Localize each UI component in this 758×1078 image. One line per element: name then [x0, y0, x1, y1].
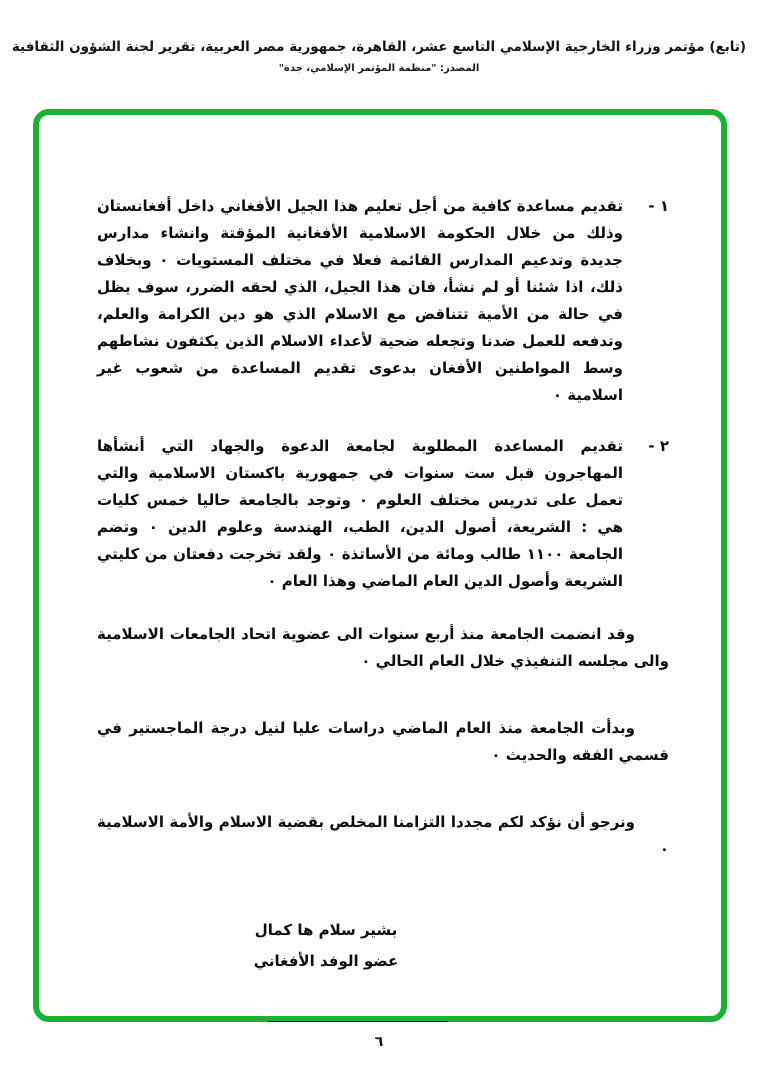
paragraph-commitment: ونرجو أن نؤكد لكم مجددا التزامنا المخلص بقضية الاسلام والأمة الاسلامية ٠	[97, 813, 669, 858]
item-1-number: ١ -	[648, 197, 669, 215]
signature-name: بشير سلام ها كمال	[254, 921, 398, 939]
document-header	[0, 38, 758, 74]
signature-title: عضو الوفد الأفغاني	[253, 952, 399, 970]
paragraph-university-membership: وقد انضمت الجامعة منذ أربع سنوات الى عضوية اتحاد الجامعات الاسلامية والى مجلسه التنفيذي خلال العام الحالي ٠	[97, 625, 669, 670]
content-border-box	[33, 109, 727, 1022]
item-1-text: تقديم مساعدة كافية من أجل تعليم هذا الجيل الأفغاني داخل أفغانستان وذلك من خلال الحكومة الاسلامية الأفغانية المؤقتة وانشاء مدارس جديدة وتدعيم المدارس القائمة فعلا في مختلف المستويات ٠ وبخلاف ذلك، اذا شئنا أو لم نشأ، فان هذا الجيل، الذي لحقه الضرر، سوف يظل في حالة من الأمية تتناقض مع الاسلام الذي هو دين الكرامة والعلم، وتدفعه للعمل ضدنا وتجعله ضحية لأعداء الاسلام الذين يكثفون نشاطهم وسط المواطنين الأفغان بدعوى تقديم المساعدة من شعوب غير اسلامية ٠	[97, 197, 623, 404]
page-number: ٦	[374, 1034, 384, 1050]
header-title: (تابع) مؤتمر وزراء الخارجية الإسلامي التاسع عشر، القاهرة، جمهورية مصر العربية، تقرير لجنة الشؤون الثقافية	[11, 39, 747, 55]
item-2-number: ٢ -	[648, 437, 669, 455]
signature-block	[40, 915, 612, 977]
item-2-text: تقديم المساعدة المطلوبة لجامعة الدعوة والجهاد التي أنشأها المهاجرون قبل ست سنوات في جمهورية باكستان الاسلامية والتي تعمل على تدريس مختلف العلوم ٠ وتوجد بالجامعة حاليا خمس كليات هي : الشريعة، أصول الدين، الطب، الهندسة وعلوم الدين ٠ وتضم الجامعة ١١٠٠ طالب ومائة من الأساتذة ٠ ولقد تخرجت دفعتان من كليتي الشريعة وأصول الدين العام الماضي وهذا العام ٠	[97, 437, 623, 590]
document-body	[39, 115, 721, 1022]
header-source-line: المصدر: "منظمة المؤتمر الإسلامي، جدة"	[278, 63, 480, 74]
signature-rule	[268, 1021, 448, 1022]
numbered-item-1	[97, 193, 669, 409]
numbered-item-2	[97, 433, 669, 595]
paragraph-graduate-studies: وبدأت الجامعة منذ العام الماضي دراسات عليا لنيل درجة الماجستير في قسمي الفقه والحديث ٠	[97, 719, 669, 764]
